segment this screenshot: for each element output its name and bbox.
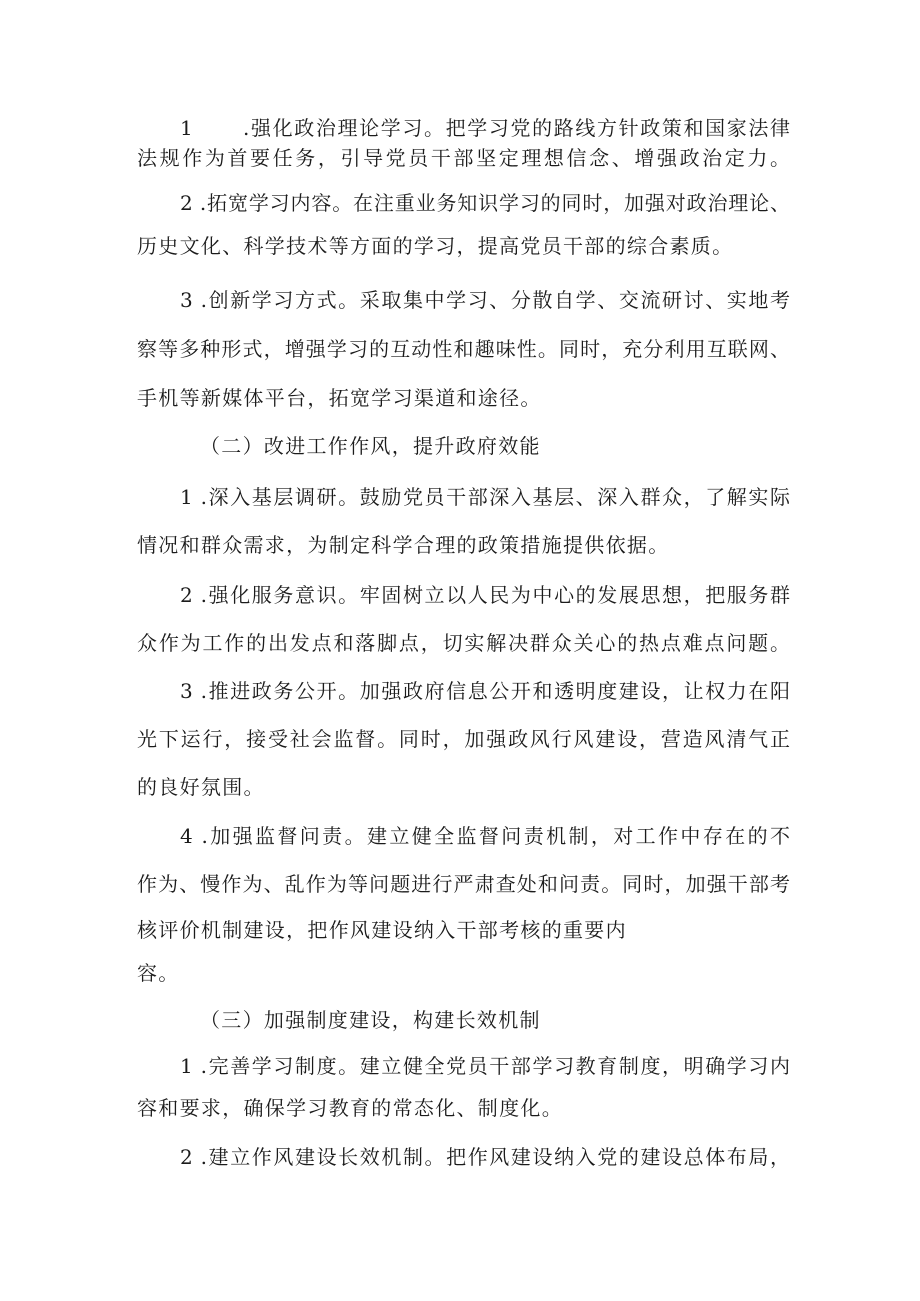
paragraph-line: 3 .创新学习方式。采取集中学习、分散自学、交流研讨、实地考 [180,288,790,312]
section-heading: （二）改进工作作风，提升政府效能 [200,434,541,458]
paragraph-line: 的良好氛围。 [137,775,265,799]
paragraph-line: 历史文化、科学技术等方面的学习，提高党员干部的综合素质。 [137,234,734,258]
paragraph-line: 4 .加强监督问责。建立健全监督问责机制，对工作中存在的不 [180,824,790,848]
paragraph-line: 核评价机制建设，把作风建设纳入干部考核的重要内 [137,918,627,942]
paragraph-line: 光下运行，接受社会监督。同时，加强政风行风建设，营造风清气正 [137,727,790,751]
paragraph-line: 容。 [137,961,180,985]
paragraph-line: .强化政治理论学习。把学习党的路线方针政策和国家法律 [243,116,790,140]
paragraph-line: 2 .强化服务意识。牢固树立以人民为中心的发展思想，把服务群 [180,583,790,607]
section-heading: （三）加强制度建设，构建长效机制 [200,1008,541,1032]
paragraph-line: 2 .建立作风建设长效机制。把作风建设纳入党的建设总体布局， [180,1145,790,1169]
item-number: 1 [180,116,193,140]
paragraph-line: 手机等新媒体平台，拓宽学习渠道和途径。 [137,386,542,410]
paragraph-line: 2 .拓宽学习内容。在注重业务知识学习的同时，加强对政治理论、 [180,191,790,215]
paragraph-line: 作为、慢作为、乱作为等问题进行严肃查处和问责。同时，加强干部考 [137,872,790,896]
paragraph-line: 1 .完善学习制度。建立健全党员干部学习教育制度，明确学习内 [180,1054,790,1078]
paragraph-line: 3 .推进政务公开。加强政府信息公开和透明度建设，让权力在阳 [180,679,790,703]
paragraph-line: 法规作为首要任务，引导党员干部坚定理想信念、增强政治定力。 [137,146,790,170]
paragraph-line: 众作为工作的出发点和落脚点，切实解决群众关心的热点难点问题。 [137,631,790,655]
paragraph-line: 察等多种形式，增强学习的互动性和趣味性。同时，充分利用互联网、 [137,337,790,361]
paragraph-line: 容和要求，确保学习教育的常态化、制度化。 [137,1096,563,1120]
paragraph-line: 情况和群众需求，为制定科学合理的政策措施提供依据。 [137,533,670,557]
paragraph-line: 1 .深入基层调研。鼓励党员干部深入基层、深入群众，了解实际 [180,485,790,509]
